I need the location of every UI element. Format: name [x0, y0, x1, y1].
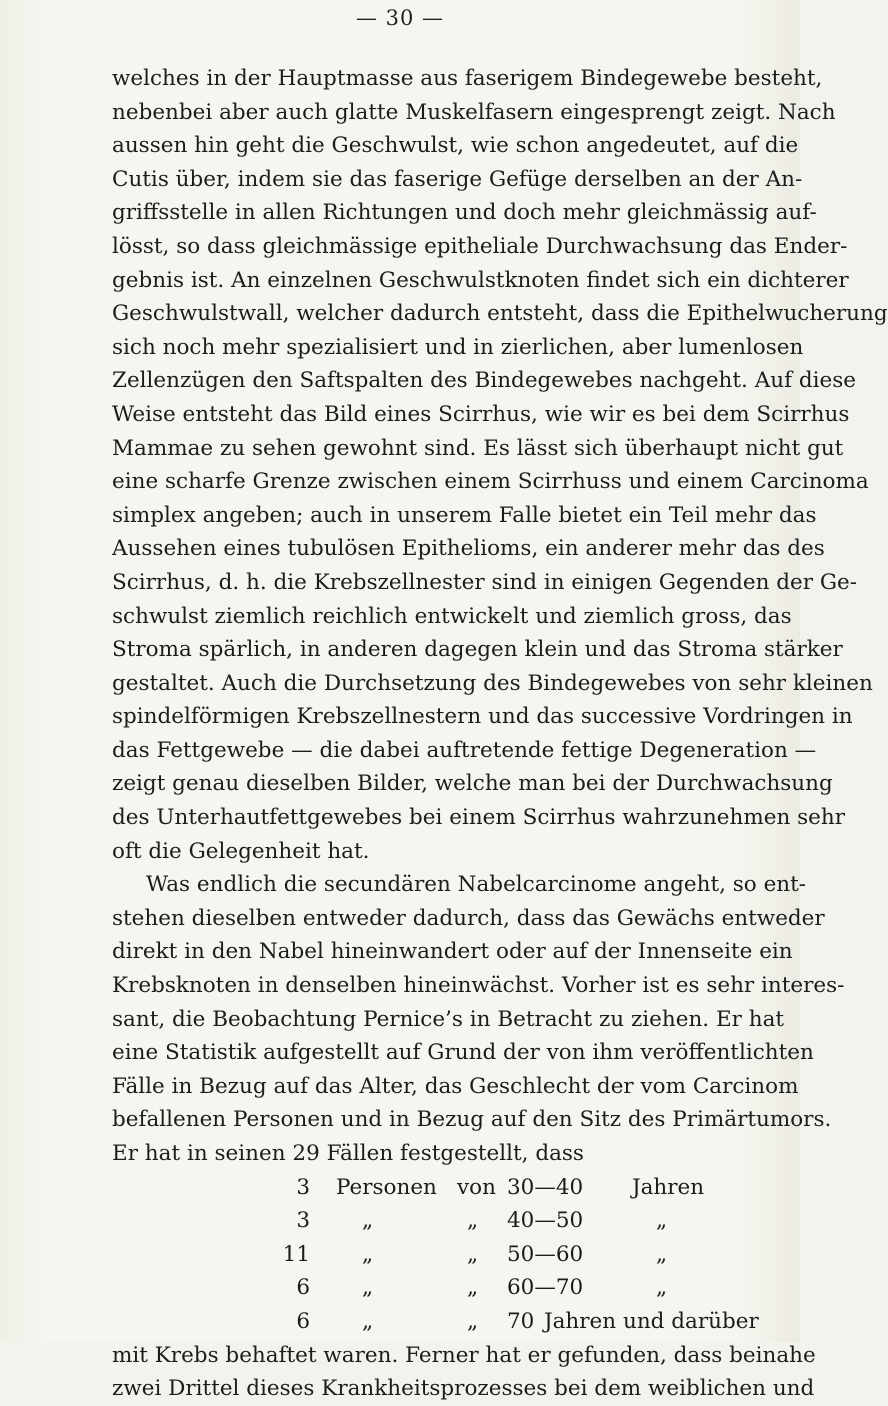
text-line: spindelförmigen Krebszellnestern und das successive Vordringen in — [112, 704, 853, 730]
age-range-cell: 50—60 — [507, 1241, 584, 1267]
unit-cell: Jahren und darüber — [544, 1308, 759, 1334]
text-line: Geschwulstwall, welcher dadurch entsteht, dass die Epithelwucherung — [112, 301, 888, 327]
persons-cell: „ — [362, 1308, 374, 1334]
text-line: gebnis ist. An einzelnen Geschwulstknoten findet sich ein dichterer — [112, 267, 849, 293]
paragraph-2 — [112, 868, 845, 1170]
persons-cell: „ — [362, 1208, 374, 1234]
unit-cell: „ — [656, 1275, 668, 1301]
count-cell: 3 — [296, 1174, 310, 1200]
von-cell: „ — [467, 1308, 479, 1334]
von-cell: „ — [467, 1275, 479, 1301]
page-number: — 30 — — [355, 6, 445, 30]
text-line: Er hat in seinen 29 Fällen festgestellt, dass — [112, 1141, 584, 1166]
statistics-row — [112, 1271, 742, 1305]
text-line: Was endlich die secundären Nabelcarcinome angeht, so ent- — [146, 872, 807, 898]
text-line: zeigt genau dieselben Bilder, welche man bei der Durchwachsung — [112, 771, 833, 797]
text-line: eine scharfe Grenze zwischen einem Scirrhuss und einem Carcinoma — [112, 469, 869, 495]
persons-cell: Personen — [336, 1174, 437, 1200]
body-text — [112, 62, 888, 1406]
text-line: das Fettgewebe — die dabei auftretende fettige Degeneration — — [112, 737, 817, 763]
age-statistics-table — [112, 1171, 759, 1339]
text-line: Stroma spärlich, in anderen dagegen klein und das Stroma stärker — [112, 637, 843, 663]
text-line: nebenbei aber auch glatte Muskelfasern eingesprengt zeigt. Nach — [112, 99, 836, 125]
text-line: Scirrhus, d. h. die Krebszellnester sind in einigen Gegenden der Ge- — [112, 569, 858, 595]
persons-cell: „ — [362, 1275, 374, 1301]
text-line: welches in der Hauptmasse aus faserigem Bindegewebe besteht, — [112, 66, 823, 91]
statistics-row — [112, 1171, 742, 1205]
text-line: Krebsknoten in denselben hineinwächst. Vorher ist es sehr interes- — [112, 973, 845, 999]
text-line: sant, die Beobachtung Pernice’s in Betracht zu ziehen. Er hat — [112, 1006, 785, 1032]
age-range-cell: 70 — [507, 1308, 535, 1334]
count-cell: 11 — [282, 1241, 310, 1267]
text-line: sich noch mehr spezialisiert und in zierlichen, aber lumenlosen — [112, 334, 804, 360]
text-line: Weise entsteht das Bild eines Scirrhus, wie wir es bei dem Scirrhus — [112, 401, 850, 427]
unit-cell: „ — [656, 1241, 668, 1267]
text-line: Cutis über, indem sie das faserige Gefüge derselben an der An- — [112, 166, 803, 192]
count-cell: 6 — [296, 1275, 310, 1301]
paragraph-1 — [112, 62, 888, 868]
text-line: direkt in den Nabel hineinwandert oder auf der Innenseite ein — [112, 939, 793, 965]
text-line: oft die Gelegenheit hat. — [112, 838, 370, 864]
count-cell: 6 — [296, 1308, 310, 1334]
age-range-cell: 60—70 — [507, 1275, 584, 1301]
text-line: Mammae zu sehen gewohnt sind. Es lässt sich überhaupt nicht gut — [112, 435, 844, 461]
text-line: Aussehen eines tubulösen Epithelioms, ein anderer mehr das des — [112, 536, 825, 562]
von-cell: „ — [467, 1241, 479, 1267]
text-line: Zellenzügen den Saftspalten des Bindegewebes nachgeht. Auf diese — [112, 368, 856, 394]
text-line: aussen hin geht die Geschwulst, wie schon angedeutet, auf die — [112, 133, 799, 159]
von-cell: von — [457, 1174, 496, 1200]
text-line: simplex angeben; auch in unserem Falle bietet ein Teil mehr das — [112, 502, 817, 528]
persons-cell: „ — [362, 1241, 374, 1267]
text-line: stehen dieselben entweder dadurch, dass das Gewächs entweder — [112, 905, 825, 931]
closing-text — [112, 1339, 816, 1406]
text-line: Fälle in Bezug auf das Alter, das Geschlecht der vom Carcinom — [112, 1073, 799, 1099]
von-cell: „ — [467, 1208, 479, 1234]
text-line: des Unterhautfettgewebes bei einem Scirrhus wahrzunehmen sehr — [112, 805, 846, 831]
text-line: schwulst ziemlich reichlich entwickelt und ziemlich gross, das — [112, 603, 792, 629]
statistics-row — [112, 1238, 742, 1272]
text-line: gestaltet. Auch die Durchsetzung des Bindegewebes von sehr kleinen — [112, 670, 873, 696]
age-range-cell: 30—40 — [507, 1174, 584, 1200]
age-range-cell: 40—50 — [507, 1208, 584, 1234]
text-line: befallenen Personen und in Bezug auf den Sitz des Primärtumors. — [112, 1107, 832, 1133]
unit-cell: „ — [656, 1208, 668, 1234]
text-line: zwei Drittel dieses Krankheitsprozesses bei dem weiblichen und — [112, 1376, 815, 1402]
text-line: mit Krebs behaftet waren. Ferner hat er gefunden, dass beinahe — [112, 1342, 816, 1368]
unit-cell: Jahren — [632, 1174, 705, 1200]
text-line: eine Statistik aufgestellt auf Grund der von ihm veröffentlichten — [112, 1040, 814, 1066]
count-cell: 3 — [296, 1208, 310, 1234]
statistics-row — [112, 1204, 742, 1238]
text-line: lösst, so dass gleichmässige epitheliale Durchwachsung das Ender- — [112, 233, 848, 259]
text-line: griffsstelle in allen Richtungen und doch mehr gleichmässig auf- — [112, 200, 817, 226]
statistics-row — [112, 1305, 759, 1339]
